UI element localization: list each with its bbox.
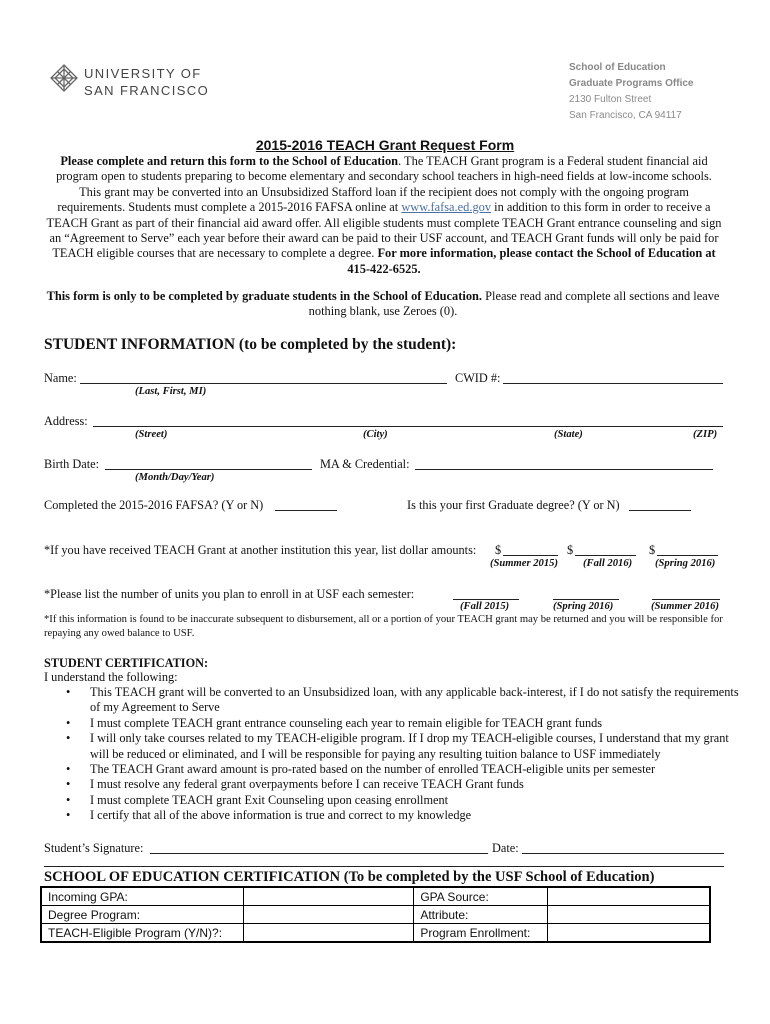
- teach-eligible-program-field[interactable]: [243, 924, 413, 943]
- address-city: San Francisco, CA 94117: [569, 110, 682, 121]
- teach-eligible-program-label: TEACH-Eligible Program (Y/N)?:: [41, 924, 243, 943]
- units-fall-2015-field[interactable]: [453, 599, 519, 600]
- incoming-gpa-label: Incoming GPA:: [41, 887, 243, 906]
- notice-paragraph: [38, 289, 728, 320]
- bullet-icon: •: [66, 715, 71, 730]
- address-school: School of Education: [569, 62, 666, 73]
- address-street: 2130 Fulton Street: [569, 94, 652, 105]
- intro-bold-tail: For more information, please contact the School of Education at 415-422-6525.: [347, 246, 716, 276]
- bullet-icon: •: [66, 792, 71, 807]
- attribute-label: Attribute:: [414, 906, 548, 924]
- certification-item: • I must complete TEACH grant Exit Counseling upon ceasing enrollment: [66, 792, 449, 807]
- units-summer-2016-hint: (Summer 2016): [651, 601, 719, 612]
- units-spring-2016-field[interactable]: [553, 599, 619, 600]
- attribute-field[interactable]: [548, 906, 710, 924]
- intro-bold-lead: Please complete and return this form to the School of Education: [60, 154, 399, 168]
- first-degree-field[interactable]: [629, 510, 691, 511]
- date-label: Date:: [492, 841, 519, 855]
- certification-intro: I understand the following:: [44, 670, 178, 684]
- fafsa-link[interactable]: www.fafsa.ed.gov: [401, 200, 492, 215]
- table-row: [41, 924, 710, 943]
- bullet-icon: •: [66, 731, 71, 746]
- intro-text-2: in addition to this form in order to receive a TEACH Grant as part of their financial aid award offer. All eligible students must complete TEACH Grant entrance counseling and sign an “Agreement to Serve” each year before their award can be paid to their USF account, and TEACH Grant funds will only be paid for TEACH eligible courses that are necessary to complete a degree.: [46, 200, 722, 261]
- program-enrollment-field[interactable]: [548, 924, 710, 943]
- student-info-heading: STUDENT INFORMATION (to be completed by the student):: [44, 336, 457, 353]
- bullet-icon: •: [66, 808, 71, 823]
- fafsa-field[interactable]: [275, 510, 337, 511]
- first-degree-label: Is this your first Graduate degree? (Y or N): [407, 498, 620, 512]
- units-label: *Please list the number of units you plan to enroll in at USF each semester:: [44, 587, 415, 601]
- intro-text-1: . The TEACH Grant program is a Federal student financial aid program open to students preparing to become elementary and secondary school teachers in high-need fields at low-income schools. This grant may be converted into an Unsubsidized Stafford loan if the recipient does not comply with the ongoing program requirements. Students must complete a 2015-2016 FAFSA online at: [56, 154, 712, 215]
- incoming-gpa-field[interactable]: [243, 887, 413, 906]
- gpa-source-field[interactable]: [548, 887, 710, 906]
- certification-list: [66, 685, 740, 824]
- name-label: Name:: [44, 371, 77, 385]
- prior-teach-label: *If you have received TEACH Grant at another institution this year, list dollar amounts:: [44, 543, 477, 557]
- certification-item: • I will only take courses related to my TEACH-eligible program. If I drop my TEACH-eligible courses, I understand that my grant will be reduced or eliminated, and I will be responsible for paying any resulting tuition balance to USF immediately: [66, 731, 729, 761]
- birth-date-field[interactable]: [105, 469, 312, 470]
- certification-item: • I certify that all of the above information is true and correct to my knowledge: [66, 808, 472, 823]
- name-hint: (Last, First, MI): [135, 386, 207, 397]
- bullet-icon: •: [66, 762, 71, 777]
- units-summer-2016-field[interactable]: [652, 599, 720, 600]
- birth-date-hint: (Month/Day/Year): [135, 472, 215, 483]
- certification-item: • The TEACH Grant award amount is pro-rated based on the number of enrolled TEACH-eligible units per semester: [66, 762, 656, 777]
- section-divider: [44, 866, 724, 867]
- ma-credential-label: MA & Credential:: [320, 457, 410, 471]
- summer-2015-hint: (Summer 2015): [490, 558, 558, 569]
- fall-2016-hint: (Fall 2016): [583, 558, 633, 569]
- city-hint: (City): [363, 429, 388, 440]
- logo-line-2: SAN FRANCISCO: [84, 83, 210, 98]
- dollar-sign-1: $: [495, 543, 502, 557]
- cwid-label: CWID #:: [455, 371, 501, 385]
- address-label: Address:: [44, 414, 88, 428]
- certification-item: • I must resolve any federal grant overpayments before I can receive TEACH Grant funds: [66, 777, 524, 792]
- program-enrollment-label: Program Enrollment:: [414, 924, 548, 943]
- intro-paragraph: [44, 154, 724, 277]
- accuracy-warning: *If this information is found to be inaccurate subsequent to disbursement, all or a portion of your TEACH grant may be returned and you will be responsible for repaying any owed balance to USF.: [44, 614, 723, 639]
- dollar-sign-2: $: [567, 543, 574, 557]
- signature-field[interactable]: [150, 853, 488, 854]
- table-row: [41, 887, 710, 906]
- bullet-icon: •: [66, 685, 71, 699]
- fafsa-label: Completed the 2015-2016 FAFSA? (Y or N): [44, 498, 264, 512]
- name-field[interactable]: [80, 383, 447, 384]
- notice-text: Please read and complete all sections and leave nothing blank, use Zeroes (0).: [308, 289, 720, 319]
- degree-program-field[interactable]: [243, 906, 413, 924]
- logo-line-1: UNIVERSITY OF: [84, 66, 202, 81]
- units-fall-2015-hint: (Fall 2015): [460, 601, 510, 612]
- summer-2015-amount-field[interactable]: [503, 555, 558, 556]
- bullet-icon: •: [66, 777, 71, 792]
- cwid-field[interactable]: [503, 383, 723, 384]
- spring-2016-amount-field[interactable]: [657, 555, 718, 556]
- usf-logo: [50, 64, 210, 104]
- dollar-sign-3: $: [649, 543, 656, 557]
- form-title: 2015-2016 TEACH Grant Request Form: [255, 137, 515, 153]
- degree-program-label: Degree Program:: [41, 906, 243, 924]
- usf-logo-mark-icon: [50, 64, 78, 92]
- signature-label: Student’s Signature:: [44, 841, 144, 855]
- gpa-source-label: GPA Source:: [414, 887, 548, 906]
- birth-date-label: Birth Date:: [44, 457, 99, 471]
- ma-credential-field[interactable]: [415, 469, 713, 470]
- state-hint: (State): [554, 429, 583, 440]
- units-spring-2016-hint: (Spring 2016): [553, 601, 614, 612]
- address-field[interactable]: [93, 426, 723, 427]
- notice-bold: This form is only to be completed by graduate students in the School of Education.: [46, 289, 483, 303]
- street-hint: (Street): [135, 429, 168, 440]
- fall-2016-amount-field[interactable]: [575, 555, 636, 556]
- zip-hint: (ZIP): [693, 429, 718, 440]
- spring-2016-hint: (Spring 2016): [655, 558, 716, 569]
- soe-certification-table: [40, 886, 711, 943]
- table-row: [41, 906, 710, 924]
- date-field[interactable]: [522, 853, 724, 854]
- certification-item: • This TEACH grant will be converted to an Unsubsidized loan, with any applicable back-interest, if I do not satisfy the requirements of my Agreement to Serve: [66, 685, 739, 715]
- certification-item: • I must complete TEACH grant entrance counseling each year to remain eligible for TEACH grant funds: [66, 715, 603, 730]
- address-office: Graduate Programs Office: [569, 78, 694, 89]
- certification-heading: STUDENT CERTIFICATION:: [44, 656, 209, 670]
- soe-heading: SCHOOL OF EDUCATION CERTIFICATION (To be completed by the USF School of Education): [44, 869, 655, 885]
